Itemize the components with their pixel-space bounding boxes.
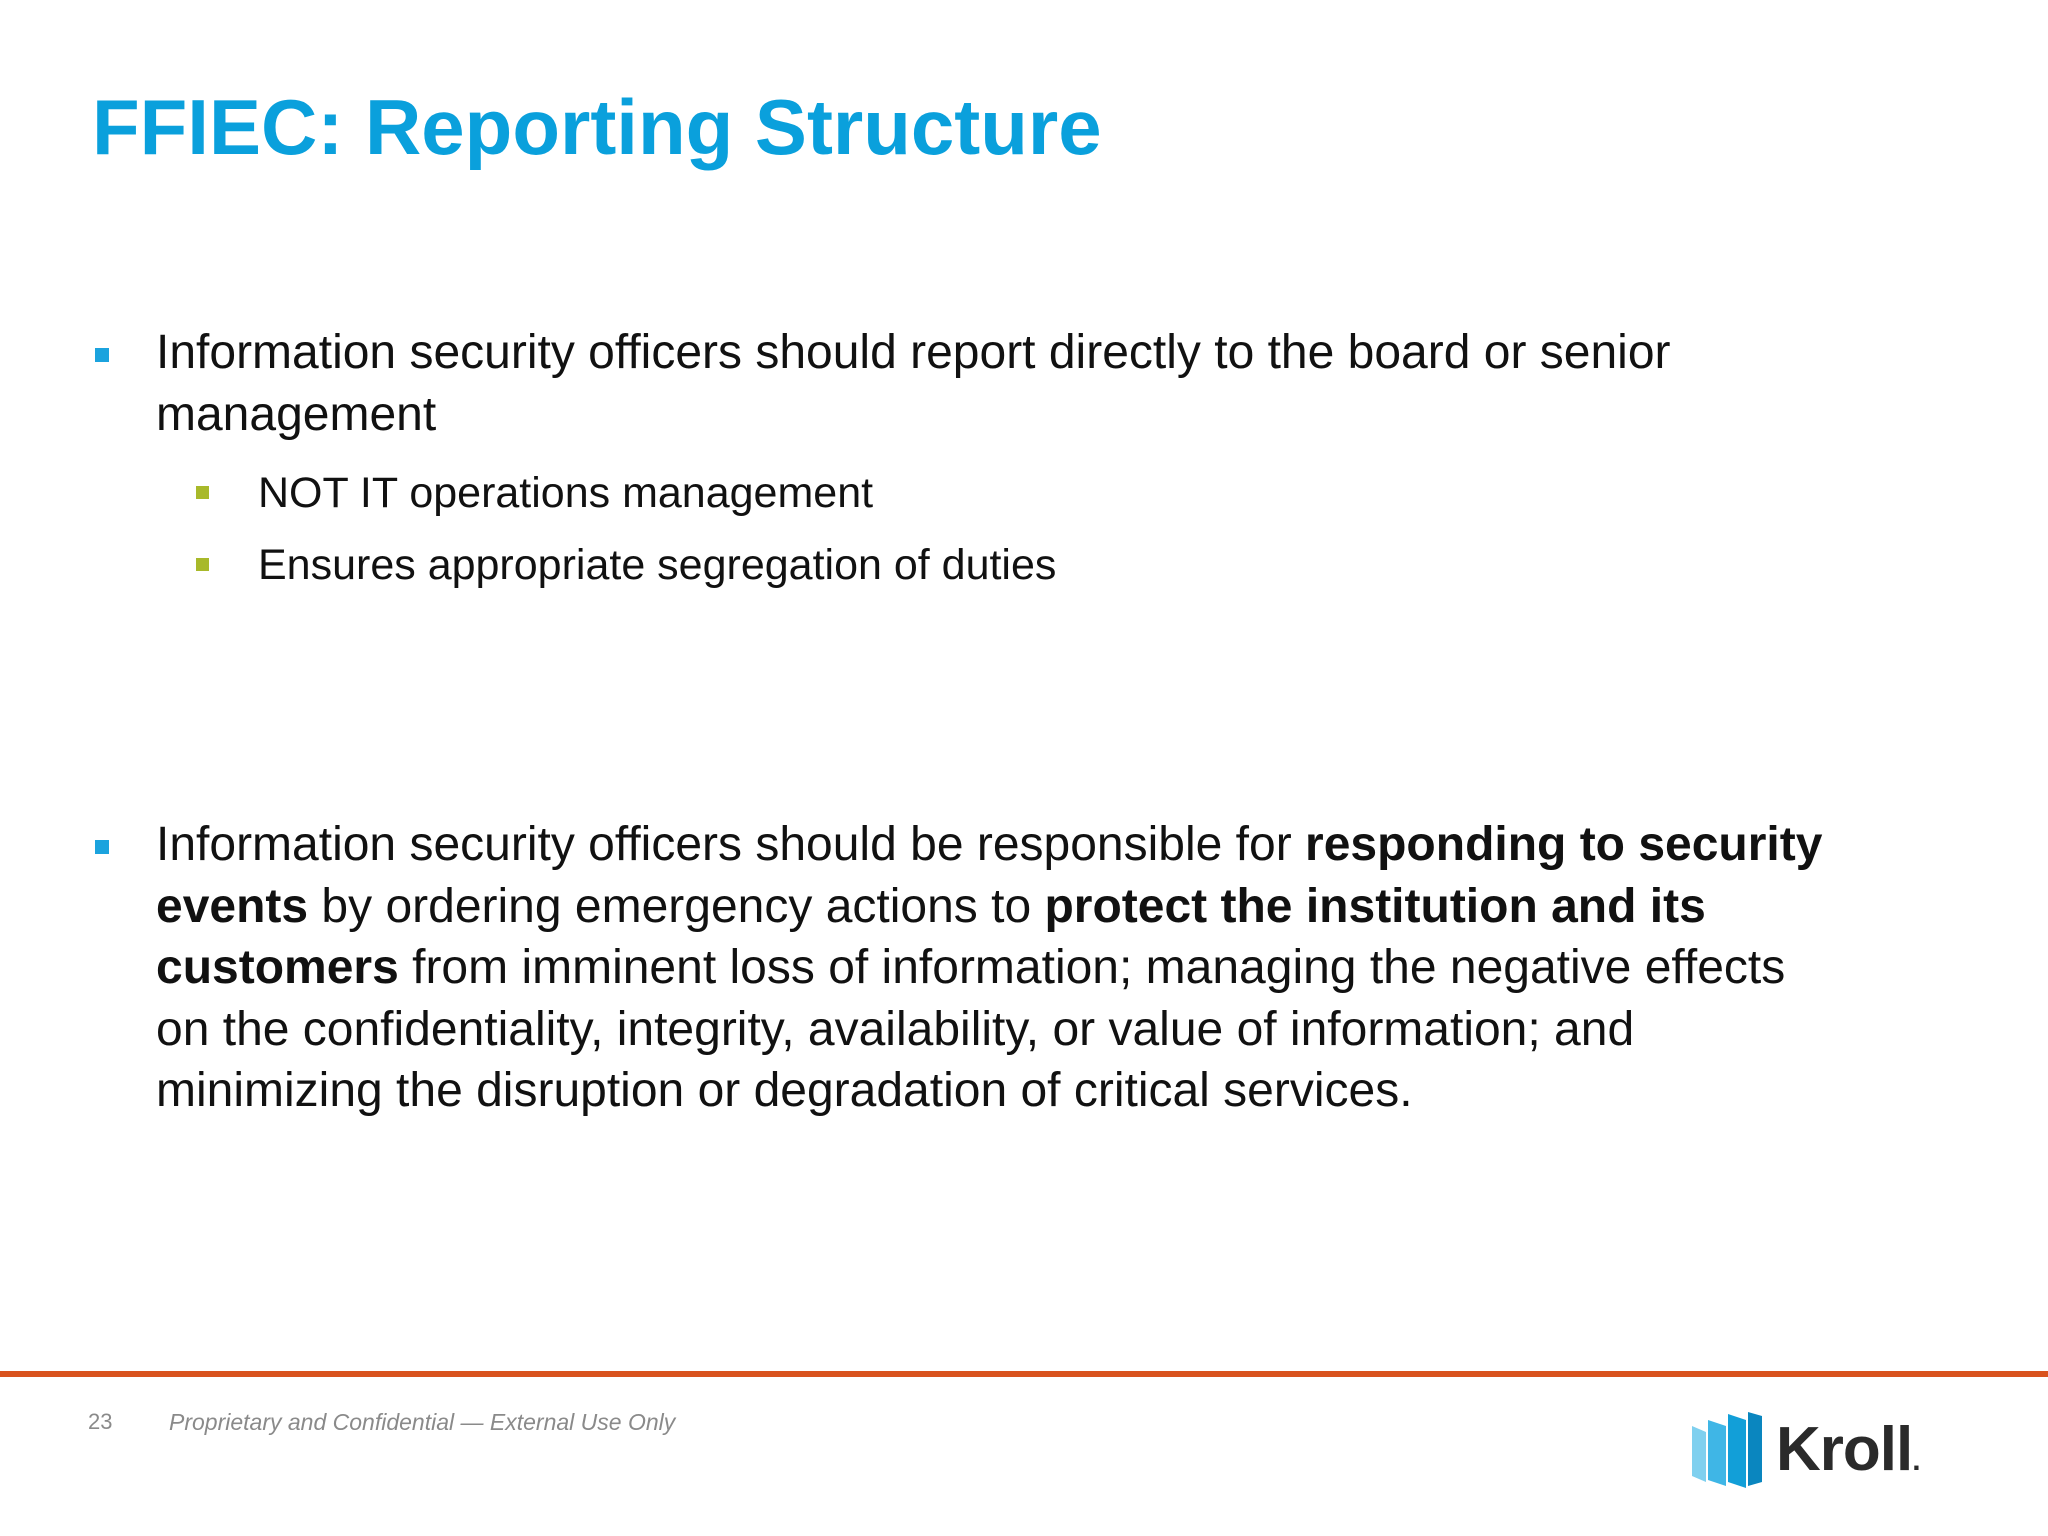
logo-text: Kroll <box>1776 1415 1913 1484</box>
confidentiality-notice: Proprietary and Confidential — External Use Only <box>169 1409 676 1435</box>
bullet-line: on the confidentiality, integrity, availability, or value of information; and <box>156 1002 1635 1056</box>
slide-title: FFIEC: Reporting Structure <box>92 83 1102 171</box>
sub-bullet-text: NOT IT operations management <box>258 469 874 517</box>
bullet-line <box>156 814 2026 876</box>
bullet-line: management <box>156 387 437 441</box>
text-run: by ordering emergency actions to <box>308 879 1045 933</box>
bullet-marker-icon <box>95 840 109 854</box>
bullet-marker-icon <box>95 348 109 362</box>
bullet-line <box>156 937 2026 999</box>
logo-dot: . <box>1912 1444 1920 1477</box>
bullet-text <box>156 322 2026 445</box>
emphasis-text: responding to security <box>1305 818 1823 871</box>
kroll-logo <box>1692 1412 1932 1488</box>
text-run: from imminent loss of information; managing the negative effects <box>398 941 1786 994</box>
bullet-line: Information security officers should report directly to the board or senior <box>156 326 1671 379</box>
bullet-text <box>156 814 2026 1122</box>
kroll-logo-icon <box>1692 1412 1764 1488</box>
bullet-line: minimizing the disruption or degradation of critical services. <box>156 1064 1413 1117</box>
emphasis-text: customers <box>156 941 399 994</box>
page-number: 23 <box>88 1409 113 1434</box>
text-run: Information security officers should be responsible for <box>156 818 1306 871</box>
sub-bullet-text: Ensures appropriate segregation of duties <box>258 541 1057 589</box>
emphasis-text: events <box>156 879 309 933</box>
emphasis-text: protect the institution and its <box>1044 879 1706 933</box>
sub-bullet-marker-icon <box>196 558 209 571</box>
footer-divider <box>0 1371 2048 1377</box>
bullet-line <box>156 876 2026 938</box>
sub-bullet-marker-icon <box>196 486 209 499</box>
logo-wordmark <box>1776 1412 1920 1499</box>
